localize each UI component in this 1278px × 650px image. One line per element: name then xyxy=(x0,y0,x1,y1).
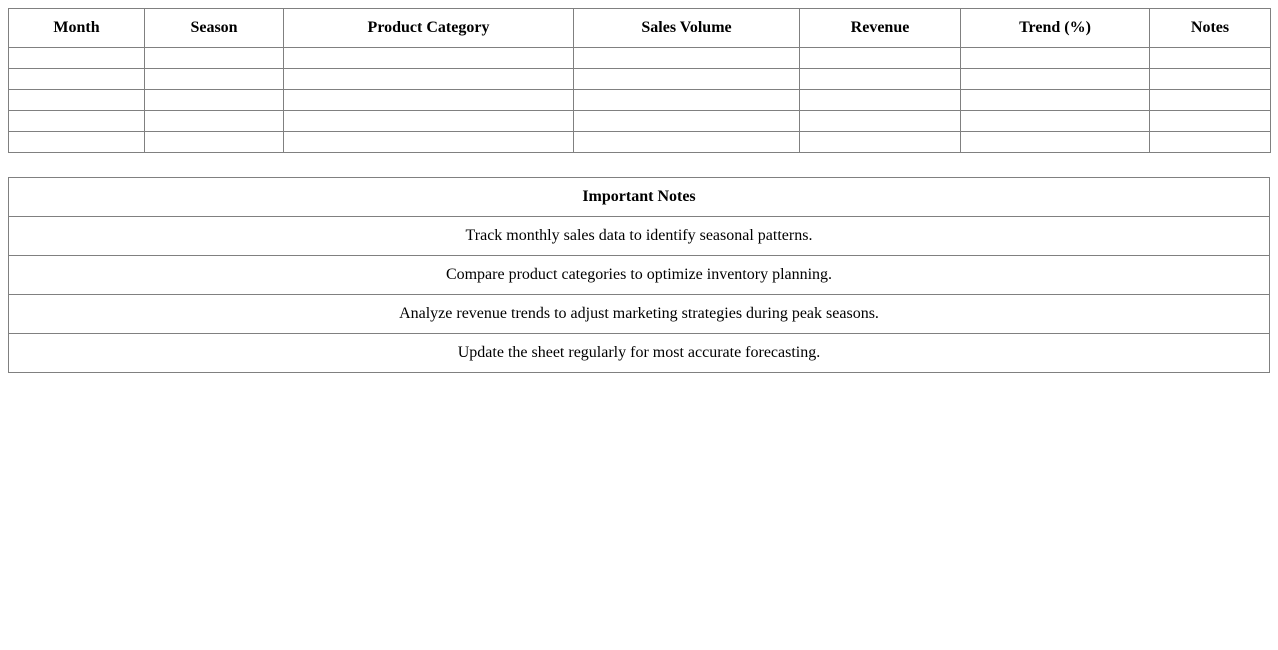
sales-table xyxy=(8,8,1271,153)
table-cell[interactable] xyxy=(1150,90,1271,111)
notes-header-row xyxy=(9,178,1270,217)
table-cell[interactable] xyxy=(961,111,1150,132)
table-cell[interactable] xyxy=(961,132,1150,153)
table-row xyxy=(9,90,1271,111)
note-row xyxy=(9,295,1270,334)
table-cell[interactable] xyxy=(284,132,574,153)
table-cell[interactable] xyxy=(145,111,284,132)
notes-title: Important Notes xyxy=(9,178,1270,217)
table-cell[interactable] xyxy=(145,48,284,69)
table-cell[interactable] xyxy=(1150,48,1271,69)
table-cell[interactable] xyxy=(1150,132,1271,153)
important-notes-table xyxy=(8,177,1270,373)
table-cell[interactable] xyxy=(574,90,800,111)
table-row xyxy=(9,111,1271,132)
table-cell[interactable] xyxy=(961,48,1150,69)
table-cell[interactable] xyxy=(574,111,800,132)
table-row xyxy=(9,69,1271,90)
note-text: Analyze revenue trends to adjust marketing strategies during peak seasons. xyxy=(9,295,1270,334)
table-cell[interactable] xyxy=(574,69,800,90)
table-header-row xyxy=(9,9,1271,48)
table-cell[interactable] xyxy=(800,69,961,90)
table-cell[interactable] xyxy=(800,90,961,111)
table-cell[interactable] xyxy=(9,132,145,153)
table-cell[interactable] xyxy=(1150,111,1271,132)
column-header-season: Season xyxy=(145,9,284,48)
table-cell[interactable] xyxy=(284,69,574,90)
column-header-month: Month xyxy=(9,9,145,48)
table-cell[interactable] xyxy=(145,69,284,90)
note-row xyxy=(9,217,1270,256)
table-cell[interactable] xyxy=(961,69,1150,90)
table-cell[interactable] xyxy=(284,111,574,132)
table-cell[interactable] xyxy=(9,111,145,132)
column-header-sales-volume: Sales Volume xyxy=(574,9,800,48)
table-row xyxy=(9,132,1271,153)
column-header-product-category: Product Category xyxy=(284,9,574,48)
note-text: Update the sheet regularly for most accurate forecasting. xyxy=(9,334,1270,373)
note-text: Compare product categories to optimize inventory planning. xyxy=(9,256,1270,295)
note-text: Track monthly sales data to identify seasonal patterns. xyxy=(9,217,1270,256)
column-header-trend: Trend (%) xyxy=(961,9,1150,48)
table-cell[interactable] xyxy=(1150,69,1271,90)
table-cell[interactable] xyxy=(9,90,145,111)
table-cell[interactable] xyxy=(800,111,961,132)
table-cell[interactable] xyxy=(145,90,284,111)
note-row xyxy=(9,256,1270,295)
table-cell[interactable] xyxy=(574,48,800,69)
table-row xyxy=(9,48,1271,69)
table-cell[interactable] xyxy=(284,48,574,69)
table-cell[interactable] xyxy=(9,48,145,69)
table-cell[interactable] xyxy=(800,48,961,69)
table-cell[interactable] xyxy=(284,90,574,111)
table-cell[interactable] xyxy=(9,69,145,90)
column-header-revenue: Revenue xyxy=(800,9,961,48)
table-cell[interactable] xyxy=(800,132,961,153)
note-row xyxy=(9,334,1270,373)
table-cell[interactable] xyxy=(574,132,800,153)
table-cell[interactable] xyxy=(961,90,1150,111)
column-header-notes: Notes xyxy=(1150,9,1271,48)
table-cell[interactable] xyxy=(145,132,284,153)
